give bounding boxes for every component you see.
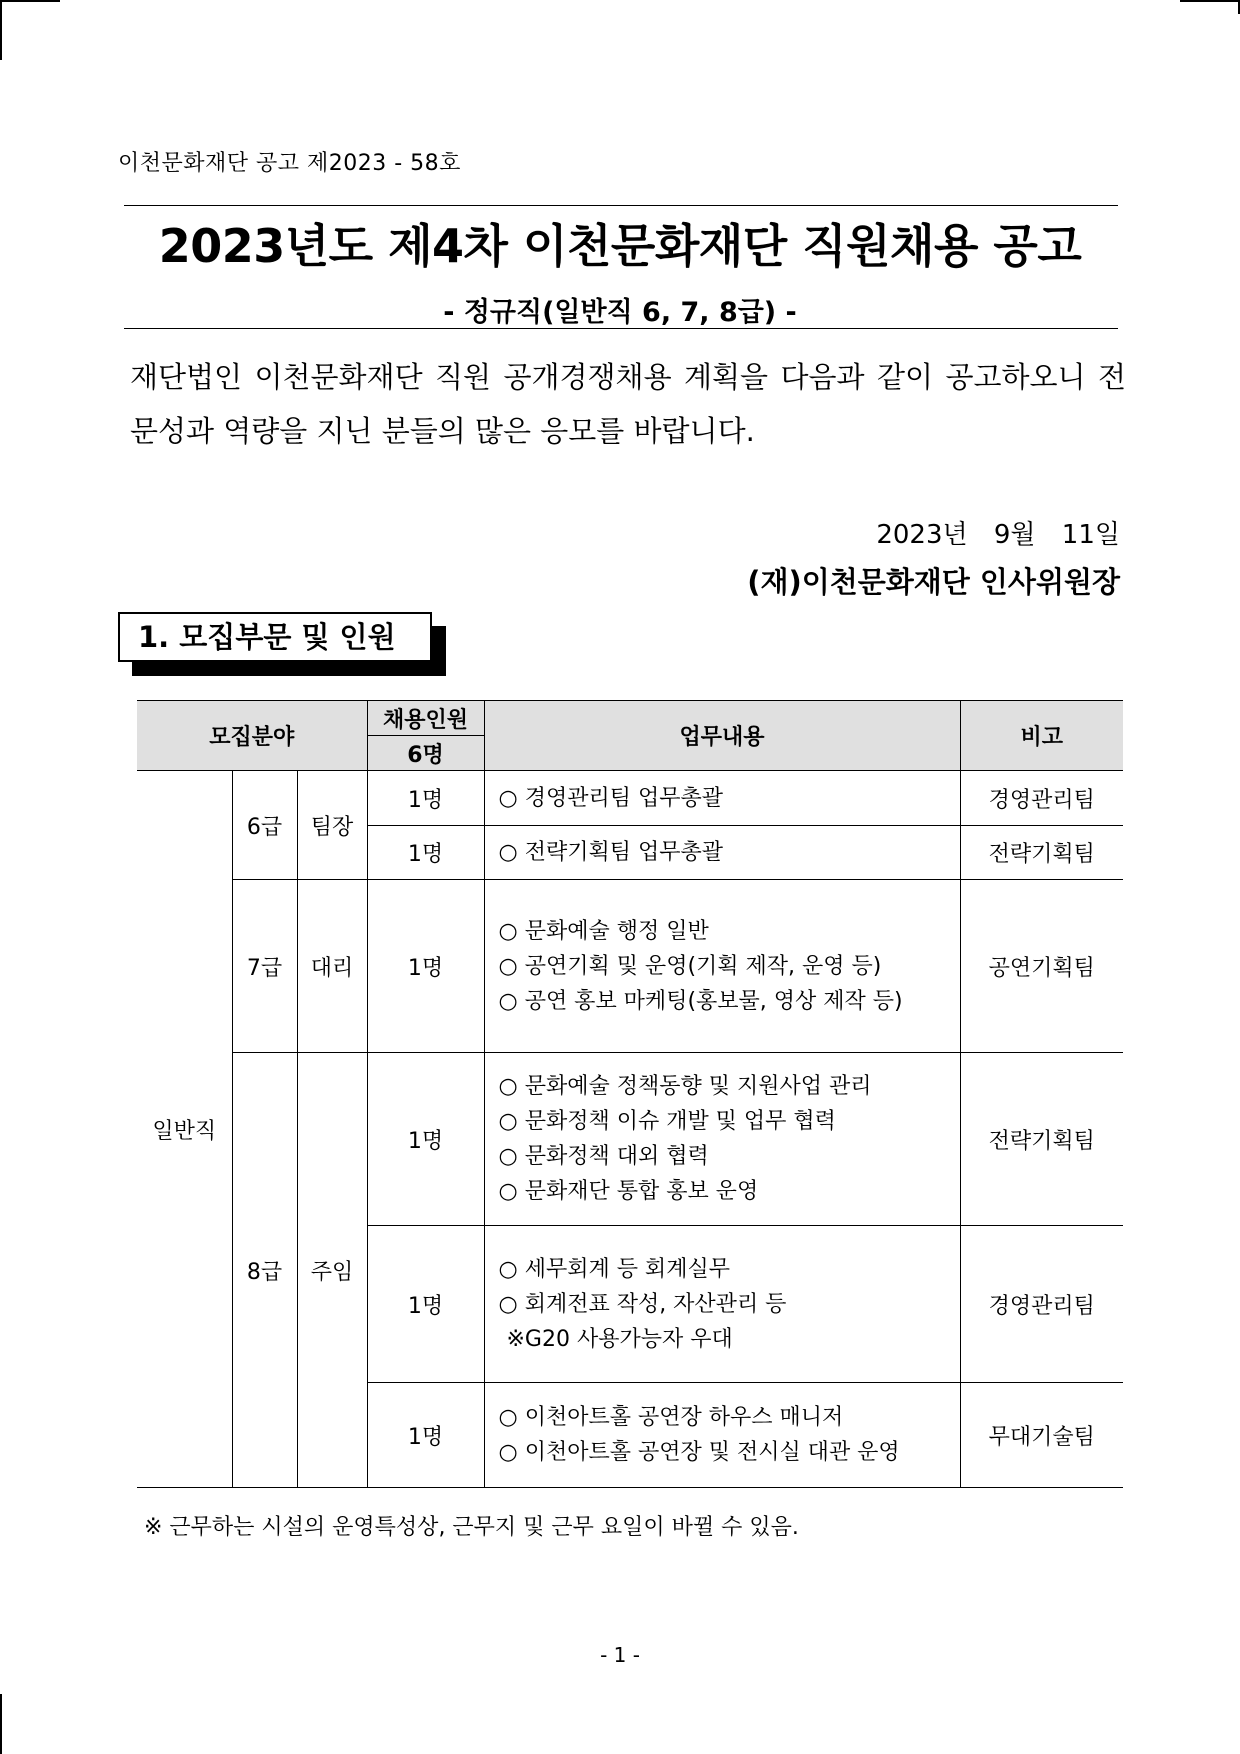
duties-cell xyxy=(484,880,960,1053)
signer: (재)이천문화재단 인사위원장 xyxy=(747,565,1120,599)
header-recruit: 채용인원 xyxy=(367,701,484,736)
page-number: - 1 - xyxy=(600,1643,640,1667)
duty-line: ○ 문화정책 이슈 개발 및 업무 협력 xyxy=(498,1109,836,1134)
duty-line: ○ 회계전표 작성, 자산관리 등 xyxy=(498,1291,787,1317)
count-cell: 1명 xyxy=(367,771,484,826)
duty-line: ○ 문화정책 대외 협력 xyxy=(498,1144,709,1169)
duty-line: ○ 공연 홍보 마케팅(홍보물, 영상 제작 등) xyxy=(498,988,903,1014)
footnote: ※ 근무하는 시설의 운영특성상, 근무지 및 근무 요일이 바뀔 수 있음. xyxy=(144,1515,799,1540)
intro-paragraph: 재단법인 이천문화재단 직원 공개경쟁채용 계획을 다음과 같이 공고하오니 전문성과 역량을 지닌 분들의 많은 응모를 바랍니다. xyxy=(130,360,1126,448)
duties-cell xyxy=(484,1383,960,1488)
crop-mark xyxy=(0,0,60,2)
notice-date: 2023년 9월 11일 xyxy=(876,520,1120,550)
table-row xyxy=(137,771,1123,826)
remark-cell: 전략기획팀 xyxy=(960,1053,1123,1226)
duty-line: ○ 전략기획팀 업무총괄 xyxy=(498,840,723,865)
crop-mark xyxy=(0,1694,2,1754)
position-cell: 주임 xyxy=(297,1053,367,1488)
crop-mark xyxy=(0,0,2,60)
recruitment-table xyxy=(137,700,1123,1488)
remark-cell: 전략기획팀 xyxy=(960,826,1123,880)
position-cell: 대리 xyxy=(297,880,367,1053)
header-remarks: 비고 xyxy=(960,701,1123,771)
duty-line: ※G20 사용가능자 우대 xyxy=(506,1326,733,1352)
page-subtitle: - 정규직(일반직 6, 7, 8급) - xyxy=(443,297,797,328)
count-cell: 1명 xyxy=(367,1383,484,1488)
duty-line: ○ 문화예술 정책동향 및 지원사업 관리 xyxy=(498,1074,872,1099)
header-field: 모집분야 xyxy=(137,701,367,771)
remark-cell: 경영관리팀 xyxy=(960,1226,1123,1383)
duty-line: ○ 경영관리팀 업무총괄 xyxy=(498,785,723,811)
duty-line: ○ 문화예술 행정 일반 xyxy=(498,918,709,944)
header-duties: 업무내용 xyxy=(484,701,960,771)
count-cell: 1명 xyxy=(367,1053,484,1226)
divider xyxy=(124,328,1118,329)
grade-cell: 8급 xyxy=(232,1053,297,1488)
notice-number: 이천문화재단 공고 제2023 - 58호 xyxy=(118,151,461,176)
duties-cell xyxy=(484,1226,960,1383)
table-row xyxy=(137,880,1123,1053)
duties-cell xyxy=(484,826,960,880)
duty-line: ○ 이천아트홀 공연장 및 전시실 대관 운영 xyxy=(498,1440,900,1465)
grade-cell: 6급 xyxy=(232,771,297,880)
section-heading: 1. 모집부문 및 인원 xyxy=(118,612,432,662)
position-cell: 팀장 xyxy=(297,771,367,880)
duty-line: ○ 이천아트홀 공연장 하우스 매니저 xyxy=(498,1405,844,1430)
grade-cell: 7급 xyxy=(232,880,297,1053)
duty-line: ○ 공연기획 및 운영(기획 제작, 운영 등) xyxy=(498,953,882,979)
duty-line: ○ 문화재단 통합 홍보 운영 xyxy=(498,1179,759,1204)
duty-line: ○ 세무회계 등 회계실무 xyxy=(498,1256,730,1282)
crop-mark xyxy=(1180,0,1240,2)
remark-cell: 공연기획팀 xyxy=(960,880,1123,1053)
page-title: 2023년도 제4차 이천문화재단 직원채용 공고 xyxy=(158,219,1082,273)
divider xyxy=(124,205,1118,206)
duties-cell xyxy=(484,771,960,826)
count-cell: 1명 xyxy=(367,880,484,1053)
duties-cell xyxy=(484,1053,960,1226)
header-recruit-total: 6명 xyxy=(367,736,484,771)
remark-cell: 경영관리팀 xyxy=(960,771,1123,826)
remark-cell: 무대기술팀 xyxy=(960,1383,1123,1488)
table-row xyxy=(137,1053,1123,1226)
category-cell: 일반직 xyxy=(137,771,232,1488)
count-cell: 1명 xyxy=(367,826,484,880)
count-cell: 1명 xyxy=(367,1226,484,1383)
